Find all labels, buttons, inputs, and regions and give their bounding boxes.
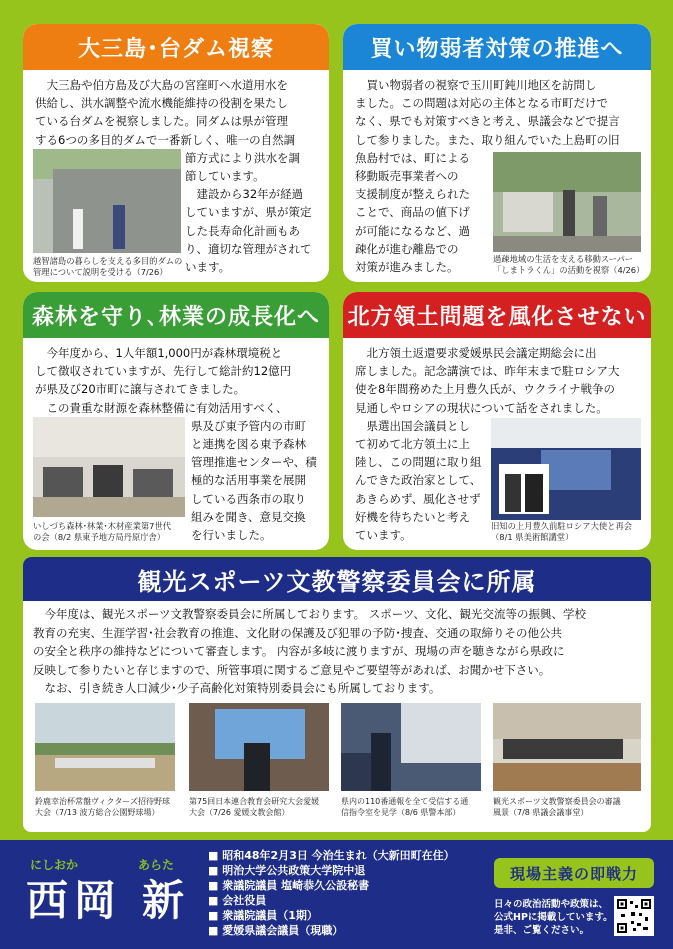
photo-caption xyxy=(189,796,319,818)
caption-line: 信指令室を見学（8/6 県警本部） xyxy=(341,808,461,817)
note-line: 公式HPに掲載しています。 xyxy=(494,912,613,923)
section-title: 買い物弱者対策の推進へ xyxy=(343,24,651,70)
text-line: 支援制度が整えられた xyxy=(355,187,470,202)
dam-photo xyxy=(33,149,181,253)
meeting-photo xyxy=(33,417,185,517)
text-line: この貴重な財源を森林整備に有効活用すべく、 xyxy=(35,400,288,415)
text-line: んできた政治家として、 xyxy=(355,473,482,488)
text-line: 供給し、洪水調整や流水機能維持の役割を果たし xyxy=(35,96,288,111)
text-line: 管理推進センターや、積 xyxy=(191,455,317,470)
text-line: なお、引き続き人口減少･少子高齢化対策特別委員会にも所属しております。 xyxy=(33,681,441,695)
text-line: 陸し、この問題に取り組 xyxy=(355,455,482,470)
section-title: 観光スポーツ文教警察委員会に所属 xyxy=(23,557,651,601)
section-shopping-support xyxy=(343,24,651,282)
note-line: 是非、ご覧ください。 xyxy=(494,925,590,936)
profile-item: ■ 愛媛県議会議員（現職） xyxy=(208,923,455,938)
name-first: 新 xyxy=(142,876,185,925)
text-line: する6つの多目的ダムで一番新しく、唯一の自然調 xyxy=(35,132,296,147)
caption-line: 鈴鹿幸治杯常盤ヴィクターズ招待野球 xyxy=(35,797,170,806)
text-line: 建設から32年が経過 xyxy=(185,187,304,202)
caption-line: 越智諸島の暮らしを支える多目的ダムの xyxy=(33,256,183,266)
name-last: 西岡 xyxy=(26,876,123,925)
text-line: 節方式により洪水を調 xyxy=(185,150,300,165)
text-line: 使を8年間務めた上月豊久氏が、ウクライナ戦争の xyxy=(355,382,615,397)
caption-line: （8/1 県美術館講堂） xyxy=(491,532,574,542)
caption-line: 第75回日本連合教育会研究大会愛媛 xyxy=(189,797,320,806)
caption-line: 観光スポーツ文教警察委員会の審議 xyxy=(493,797,621,806)
text-line: あきらめず、風化させず xyxy=(355,491,481,506)
caption-line: 県内の110番通報を全て受信する通 xyxy=(341,797,469,806)
section-body xyxy=(23,601,651,698)
caption-line: 風景（7/8 県議会議事堂） xyxy=(493,808,589,817)
caption-line: 大会（7/26 愛媛文教会館） xyxy=(189,808,290,817)
text-line: していますが、県が策定 xyxy=(185,205,312,220)
text-line: 対策が進みました。 xyxy=(355,260,459,275)
text-line: を行いました。 xyxy=(191,528,272,543)
text-line: 県選出国会議員とし xyxy=(355,418,470,433)
text-line: 買い物弱者の視察で玉川町鈍川地区を訪問し xyxy=(355,78,597,92)
photo-caption xyxy=(341,796,468,818)
text-line: 好機を待ちたいと考え xyxy=(355,509,470,524)
text-line: と連携を図る東予森林 xyxy=(191,437,306,452)
caption-line: 過疎地域の生活を支える移動スーパー xyxy=(493,254,634,264)
committee-meeting-photo xyxy=(493,703,641,791)
caption-line: 旧知の上月豊久前駐ロシア大使と再会 xyxy=(491,521,633,531)
text-line: ました。この問題は対応の主体となる市町だけで xyxy=(355,96,608,111)
education-conference-photo xyxy=(189,703,329,791)
text-line: して参りました。また、取り組んでいた上島町の旧 xyxy=(355,132,620,147)
text-line: 節しています。 xyxy=(185,169,265,184)
text-line: 反映して参りたいと存じますので、所管事項に関するご意見やご要望等があれば、お聞かせ下さい。 xyxy=(33,662,551,677)
profile-item: ■ 明治大学公共政策大学院中退 xyxy=(208,863,455,878)
baseball-photo xyxy=(35,703,175,791)
text-line: り、適切な管理がされて xyxy=(185,241,312,256)
caption-line: 大会（7/13 波方総合公園野球場） xyxy=(35,808,160,817)
text-line: している西条市の取り xyxy=(191,491,306,506)
section-title: 森林を守り､林業の成長化へ xyxy=(23,292,329,338)
text-line: が県及び20市町に譲与されてきました。 xyxy=(35,382,246,397)
text-line: います。 xyxy=(185,260,231,275)
text-line: 北方領土返還要求愛媛県民会議定期総会に出 xyxy=(355,346,597,360)
text-line: 組みを聞き、意見交換 xyxy=(191,509,306,524)
text-line: なく、県でも対策すべきと考え、県議会などで提言 xyxy=(355,114,620,129)
text-line: 県及び東予管内の市町 xyxy=(191,418,306,433)
text-line: した長寿命化計画もあ xyxy=(185,223,300,238)
photo-caption xyxy=(493,796,621,818)
photo-caption xyxy=(35,796,170,818)
text-line: 疎化が進む離島での xyxy=(355,241,459,256)
section-title: 北方領土問題を風化させない xyxy=(343,292,651,338)
mobile-supermarket-photo xyxy=(493,152,641,252)
text-line: ことで、商品の値下げ xyxy=(355,205,470,220)
section-committee xyxy=(23,557,651,832)
text-line: が可能になるなど、過 xyxy=(355,223,470,238)
hp-note xyxy=(494,898,613,937)
profile-list xyxy=(208,848,455,938)
section-dam-inspection xyxy=(23,24,329,282)
text-line: 極的な活用事業を展開 xyxy=(191,473,306,488)
name-kana-last: にしおか xyxy=(30,858,79,872)
text-line: 魚島村では、町による xyxy=(355,150,470,165)
text-line: の安全と秩序の維持などについて審査します。 内容が多岐に渡りますが、現場の声を聴きながら県政に xyxy=(33,644,565,658)
text-line: 今年度から、1人年額1,000円が森林環境税と xyxy=(35,346,283,360)
caption-line: 管理について説明を受ける（7/26） xyxy=(33,267,168,277)
profile-footer xyxy=(0,840,673,949)
qr-code-icon[interactable] xyxy=(614,896,654,936)
text-line: て初めて北方領土に上 xyxy=(355,437,470,452)
police-command-photo xyxy=(341,703,481,791)
text-line: 教育の充実、生涯学習･社会教育の推進、文化財の保護及び犯罪の予防･捜査、交通の取締りその他公共 xyxy=(33,625,562,640)
profile-item: ■ 衆議院議員 塩崎恭久公設秘書 xyxy=(208,878,455,893)
text-line: して徴収されていますが、先行して総計約12億円 xyxy=(35,364,292,379)
text-line: ています。 xyxy=(355,528,412,543)
photo-caption xyxy=(491,521,632,543)
photo-caption xyxy=(33,521,171,543)
section-title: 大三島･台ダム視察 xyxy=(23,24,329,70)
text-line: 見通しやロシアの現状について話をされました。 xyxy=(355,400,608,415)
name-kana-first: あらた xyxy=(138,858,175,872)
profile-item: ■ 衆議院議員（1期） xyxy=(208,908,455,923)
section-northern-territories xyxy=(343,292,651,550)
section-forestry xyxy=(23,292,329,550)
caption-line: の会（8/2 県東予地方局丹原庁舎） xyxy=(33,532,166,542)
caption-line: 「しまトラくん」の活動を視察（4/26） xyxy=(493,265,645,275)
text-line: ている台ダムを視察しました。同ダムは県が管理 xyxy=(35,114,288,129)
text-line: 席しました。記念講演では、昨年末まで駐ロシア大 xyxy=(355,364,620,379)
ambassador-photo xyxy=(491,418,641,520)
note-line: 日々の政治活動や政策は、 xyxy=(494,899,609,910)
text-line: 今年度は、観光スポーツ文教警察委員会に所属しております。 スポーツ、文化、観光交流等の振興、学校 xyxy=(33,607,587,621)
profile-item: ■ 昭和48年2月3日 今治生まれ（大新田町在住） xyxy=(208,848,455,863)
caption-line: いしづち森林･林業･木材産業第7世代 xyxy=(33,521,172,531)
text-line: 大三島や伯方島及び大島の宮窪町へ水道用水を xyxy=(35,78,288,92)
photo-caption xyxy=(493,254,644,276)
photo-caption xyxy=(33,256,182,278)
profile-item: ■ 会社役員 xyxy=(208,893,455,908)
slogan-badge: 現場主義の即戦力 xyxy=(494,858,654,888)
text-line: 移動販売事業者への xyxy=(355,169,459,184)
